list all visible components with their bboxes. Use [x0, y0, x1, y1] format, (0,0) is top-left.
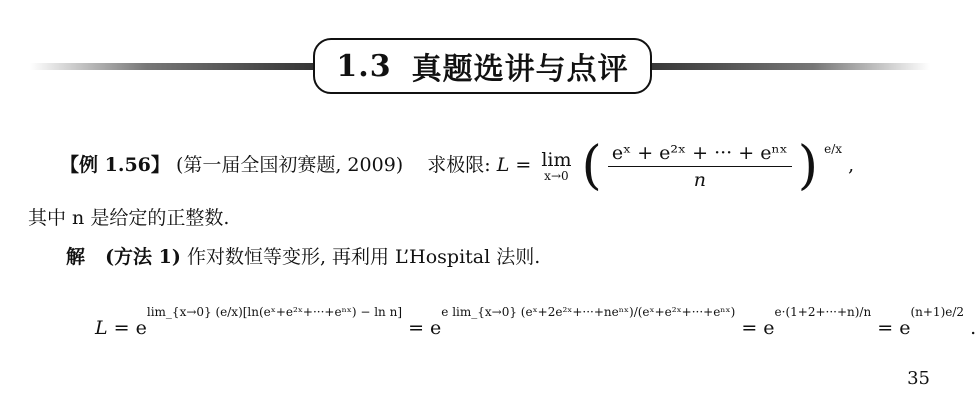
- example-task: 求极限:: [427, 154, 491, 176]
- solution-line: [66, 242, 540, 269]
- example-lim: [541, 149, 571, 183]
- example-tail: ,: [848, 154, 855, 176]
- formula-t4-exp: (n+1)e/2: [910, 305, 965, 319]
- formula-t2-exp: e lim_{x→0} (eˣ+2e²ˣ+···+neⁿˣ)/(eˣ+e²ˣ+···+eⁿˣ): [441, 305, 736, 319]
- formula-eq4: =: [877, 317, 894, 339]
- section-number: 1.3: [336, 48, 392, 84]
- example-fraction: [608, 142, 792, 191]
- formula-t4-base: e: [899, 317, 911, 339]
- section-title: 真题选讲与点评: [411, 52, 629, 87]
- example-denominator: n: [693, 168, 706, 191]
- solution-label: 解: [66, 246, 86, 268]
- solution-formula: [95, 305, 976, 339]
- formula-eq2: =: [408, 317, 424, 339]
- example-numerator: eˣ + e²ˣ + ··· + eⁿˣ: [608, 142, 792, 167]
- example-exponent: e/x: [824, 142, 843, 156]
- left-paren: (: [581, 136, 602, 196]
- title-rule-left: [30, 63, 320, 70]
- example-lhs: L =: [496, 154, 532, 176]
- formula-t3-base: e: [763, 317, 775, 339]
- section-title-box: [313, 38, 652, 94]
- formula-t2-base: e: [430, 317, 442, 339]
- right-paren: ): [797, 136, 819, 196]
- example-line: [60, 136, 855, 196]
- solution-method: (方法 1): [105, 246, 181, 268]
- solution-text: 作对数恒等变形, 再利用 L’Hospital 法则.: [186, 246, 541, 268]
- formula-end: .: [970, 317, 976, 339]
- example-label: 【例 1.56】: [60, 154, 170, 176]
- condition-line: 其中 n 是给定的正整数.: [28, 207, 230, 229]
- formula-t3-exp: e·(1+2+···+n)/n: [774, 305, 872, 319]
- formula-t1-exp: lim_{x→0} (e/x)[ln(eˣ+e²ˣ+···+eⁿˣ) − ln n]: [146, 305, 403, 319]
- example-source: (第一届全国初赛题, 2009): [175, 154, 404, 176]
- formula-lhs: L =: [95, 317, 130, 339]
- formula-t1-base: e: [135, 317, 147, 339]
- formula-eq3: =: [741, 317, 758, 339]
- page-number: 35: [907, 368, 930, 389]
- example-lim-word: lim: [541, 149, 572, 171]
- example-lim-under: x→0: [544, 169, 569, 183]
- title-rule-right: [640, 63, 930, 70]
